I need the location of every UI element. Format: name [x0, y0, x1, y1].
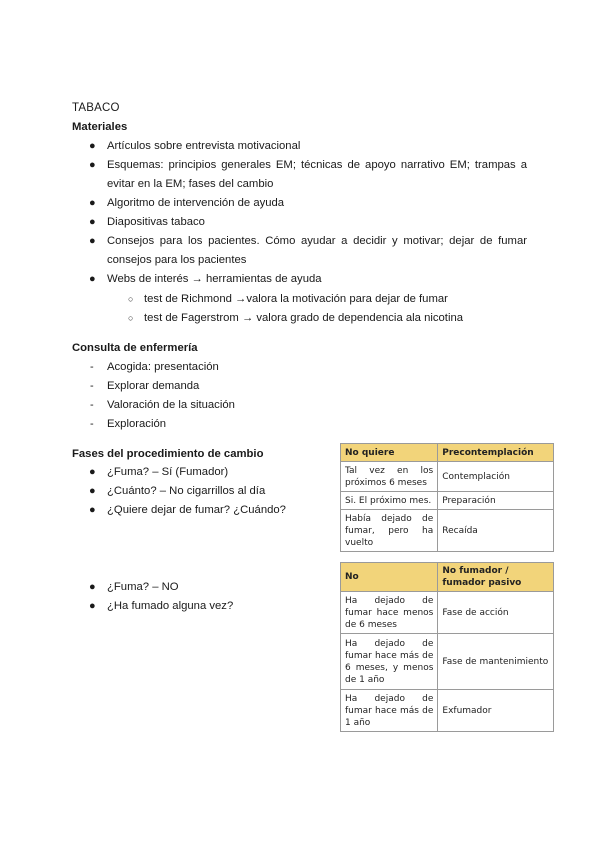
- list-item: ● ¿Quiere dejar de fumar? ¿Cuándo?: [89, 504, 286, 516]
- list-item: ● Algoritmo de intervención de ayuda: [89, 197, 285, 209]
- fases-list-2: [89, 578, 327, 616]
- page-title: TABACO: [72, 102, 120, 114]
- stages-table-smoker: [340, 443, 554, 552]
- list-item: ● Esquemas: principios generales EM; técnicas de apoyo narrativo EM; trampas a evitar en la EM; fases del cambio: [89, 159, 527, 190]
- list-item: ● ¿Fuma? – Sí (Fumador): [89, 466, 229, 478]
- table-cell: Ha dejado de fumar hace más de 1 año: [341, 690, 438, 732]
- table-cell: Contemplación: [438, 462, 554, 492]
- table-header-cell: No fumador / fumador pasivo: [438, 563, 554, 592]
- materiales-sublist: [128, 290, 524, 328]
- table-cell: Ha dejado de fumar hace menos de 6 meses: [341, 592, 438, 634]
- table-row: [341, 592, 554, 634]
- table-header-row: [341, 444, 554, 462]
- table-cell: Si. El próximo mes.: [341, 492, 438, 510]
- fases-list-1: [89, 463, 327, 520]
- list-item: - Exploración: [90, 418, 167, 430]
- list-item: ● Consejos para los pacientes. Cómo ayudar a decidir y motivar; dejar de fumar consejos para los pacientes: [89, 235, 527, 266]
- list-item: ● Diapositivas tabaco: [89, 216, 205, 228]
- list-item: ● Artículos sobre entrevista motivacional: [89, 140, 301, 152]
- list-item: - Explorar demanda: [90, 380, 200, 392]
- table-cell: Recaída: [438, 510, 554, 552]
- table-cell: Había dejado de fumar, pero ha vuelto: [341, 510, 438, 552]
- table-row: [341, 492, 554, 510]
- table-cell: Preparación: [438, 492, 554, 510]
- section-heading-consulta: Consulta de enfermería: [72, 342, 198, 354]
- list-item: ● ¿Fuma? – NO: [89, 581, 179, 593]
- table-row: [341, 510, 554, 552]
- table-cell: Tal vez en los próximos 6 meses: [341, 462, 438, 492]
- table-row: [341, 634, 554, 690]
- table-header-cell: No: [341, 563, 438, 592]
- table-row: [341, 690, 554, 732]
- list-item: ○ test de Fagerstrom → valora grado de dependencia ala nicotina: [128, 312, 464, 324]
- consulta-list: [90, 358, 407, 434]
- list-item: ● ¿Cuánto? – No cigarrillos al día: [89, 485, 266, 497]
- table-cell: Fase de mantenimiento: [438, 634, 554, 690]
- table-header-cell: Precontemplación: [438, 444, 554, 462]
- list-item: - Valoración de la situación: [90, 399, 235, 411]
- list-item: ● Webs de interés → herramientas de ayuda: [89, 273, 322, 285]
- table-cell: Fase de acción: [438, 592, 554, 634]
- table-header-row: [341, 563, 554, 592]
- section-heading-materiales: Materiales: [72, 121, 128, 133]
- table-header-cell: No quiere: [341, 444, 438, 462]
- materiales-list: [89, 137, 527, 289]
- table-row: [341, 462, 554, 492]
- list-item: - Acogida: presentación: [90, 361, 219, 373]
- list-item: ● ¿Ha fumado alguna vez?: [89, 600, 234, 612]
- list-item: ○ test de Richmond →valora la motivación para dejar de fumar: [128, 293, 448, 305]
- section-heading-fases: Fases del procedimiento de cambio: [72, 448, 264, 460]
- stages-table-nonsmoker: [340, 562, 554, 732]
- table-cell: Ha dejado de fumar hace más de 6 meses, y menos de 1 año: [341, 634, 438, 690]
- table-cell: Exfumador: [438, 690, 554, 732]
